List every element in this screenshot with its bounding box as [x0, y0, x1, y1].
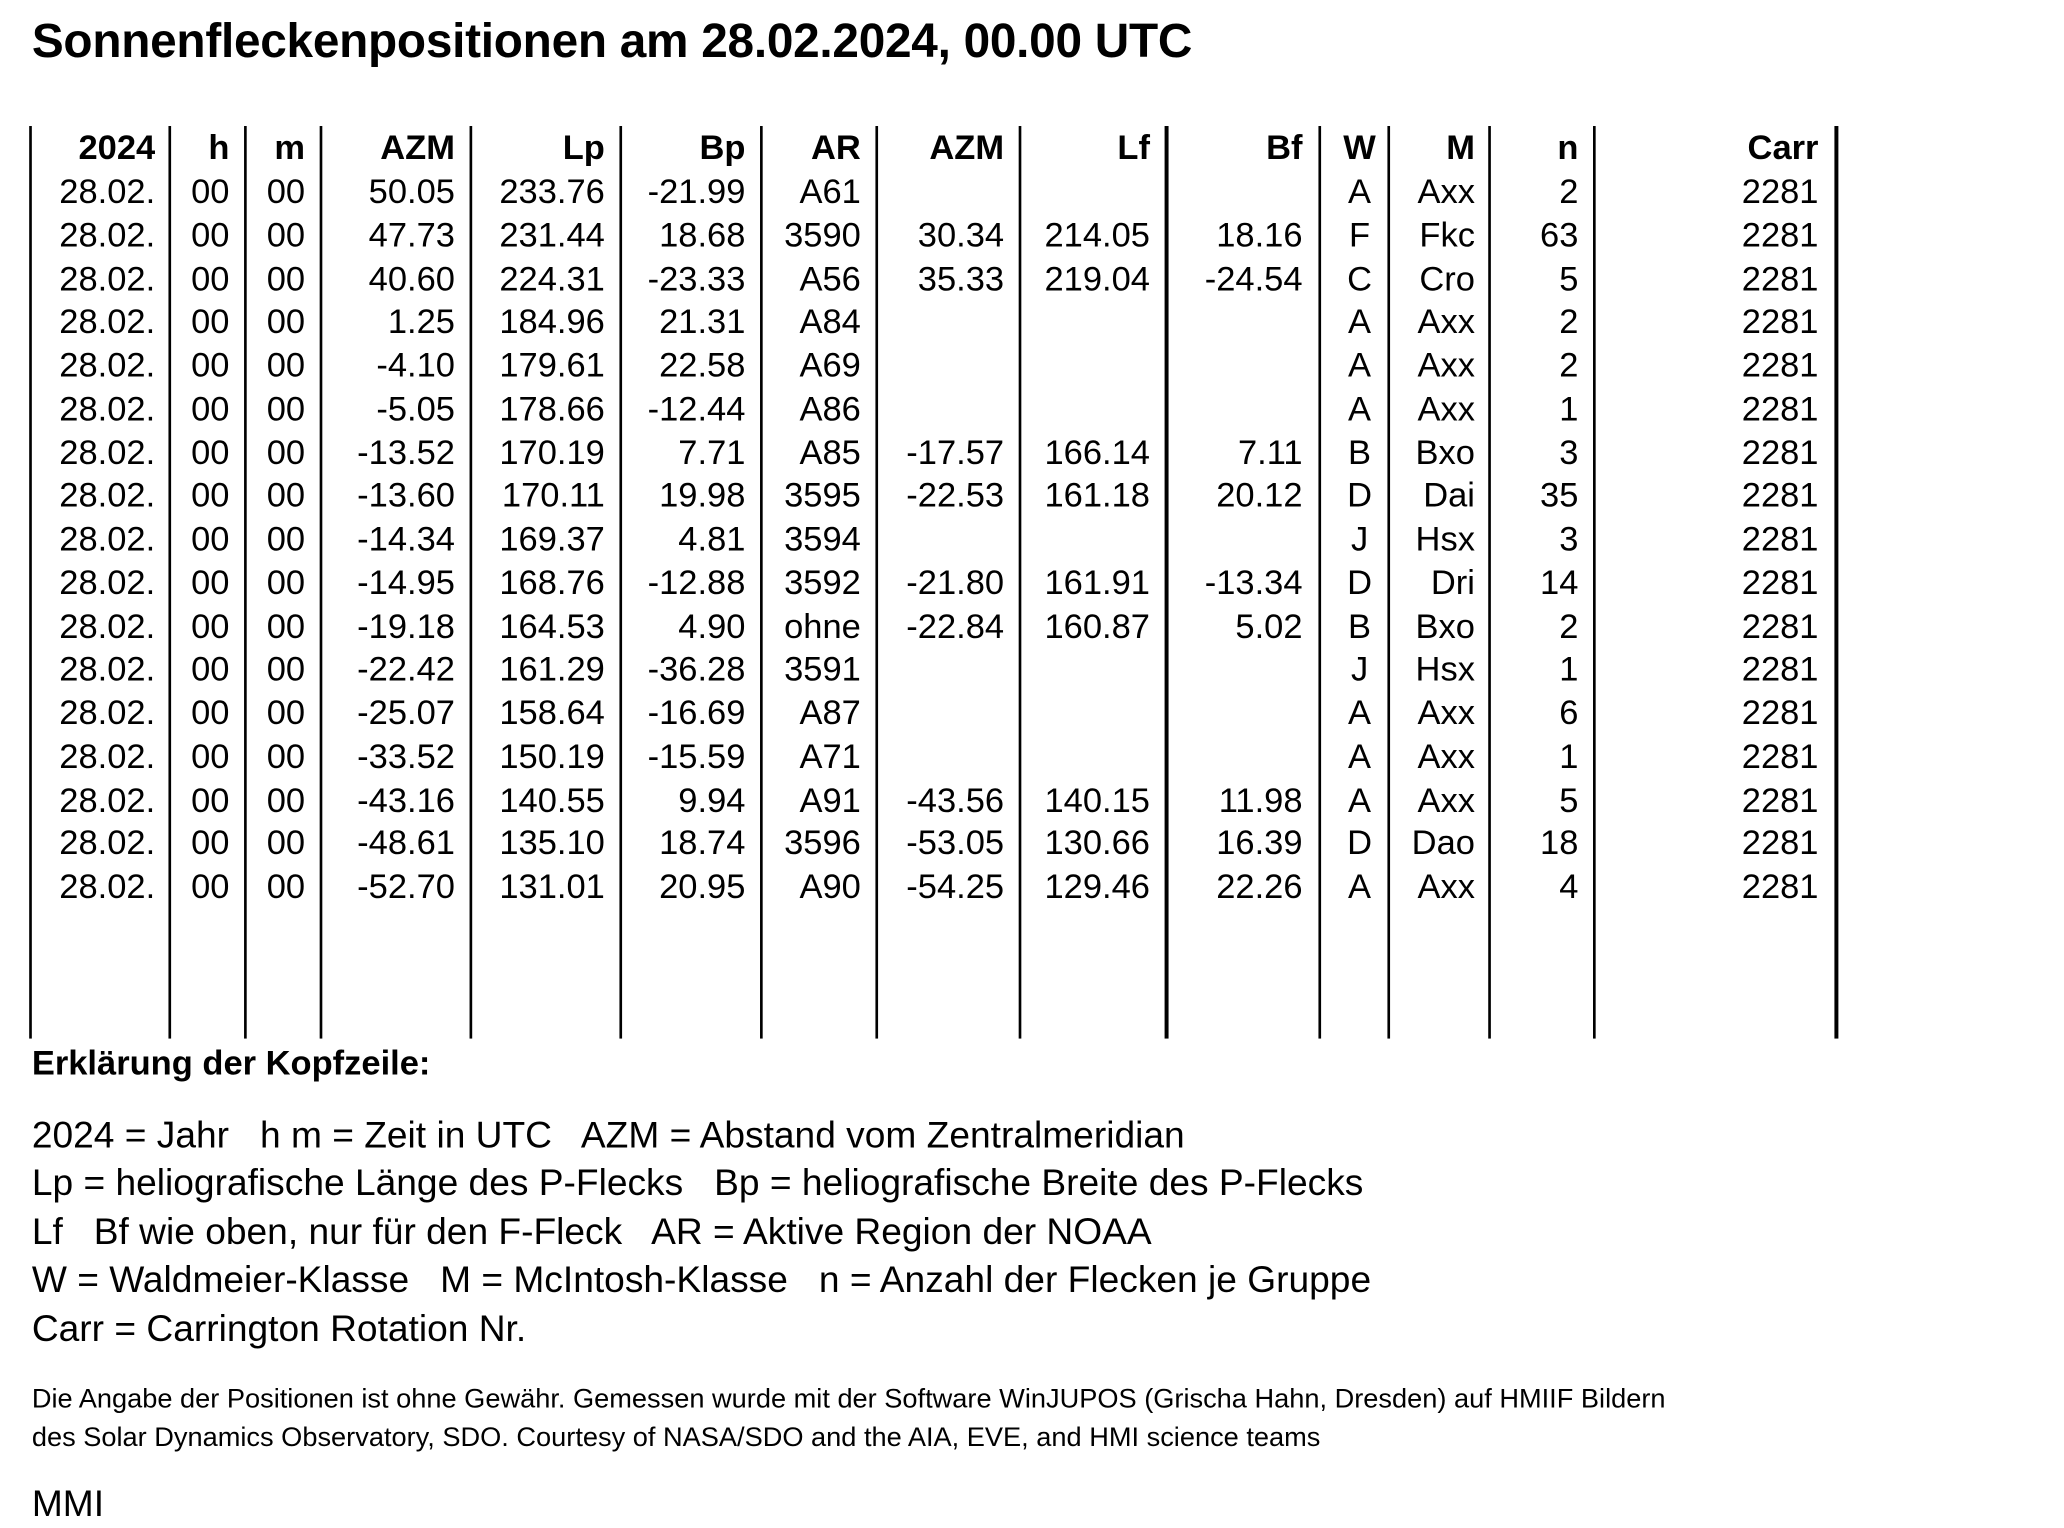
- cell-bp: -21.99: [647, 171, 746, 211]
- cell-hour: 00: [191, 779, 230, 820]
- cell-year: 28.02.: [59, 474, 156, 515]
- cell-ar: A85: [799, 432, 861, 473]
- explanation-line: 2024 = Jahr h m = Zeit in UTC AZM = Abstand vom Zentralmeridian: [31, 1114, 1185, 1156]
- cell-lp: 184.96: [499, 301, 605, 341]
- cell-minute: 00: [266, 779, 306, 820]
- cell-azm-f: 30.34: [917, 214, 1005, 255]
- cell-hour: 00: [191, 474, 230, 515]
- cell-year: 28.02.: [59, 432, 156, 473]
- cell-minute: 00: [266, 432, 306, 473]
- cell-ar: ohne: [784, 606, 861, 646]
- cell-azm-p: -19.18: [357, 606, 455, 646]
- cell-lf: 219.04: [1044, 258, 1150, 299]
- cell-waldmeier: B: [1348, 432, 1372, 473]
- cell-count: 2: [1559, 606, 1579, 646]
- cell-azm-p: -43.16: [357, 779, 455, 820]
- cell-count: 4: [1559, 866, 1579, 906]
- cell-minute: 00: [266, 562, 306, 603]
- table-row: [0, 431, 1857, 475]
- cell-bf: -13.34: [1204, 562, 1303, 603]
- cell-minute: 00: [266, 171, 306, 211]
- cell-waldmeier: A: [1348, 301, 1372, 341]
- cell-carrington: 2281: [1741, 432, 1819, 473]
- cell-bp: 22.58: [659, 344, 746, 385]
- cell-year: 28.02.: [59, 866, 156, 906]
- cell-bp: 18.68: [659, 214, 746, 255]
- cell-mcintosh: Dri: [1430, 562, 1475, 603]
- cell-ar: A71: [799, 736, 861, 776]
- cell-minute: 00: [266, 258, 306, 299]
- cell-count: 3: [1559, 432, 1579, 473]
- cell-lp: 161.29: [499, 648, 605, 689]
- cell-azm-p: -14.95: [357, 562, 455, 603]
- cell-lp: 178.66: [499, 388, 605, 429]
- explanation-line: Lp = heliografische Länge des P-Flecks Bp = heliografische Breite des P-Flecks: [31, 1161, 1364, 1204]
- cell-waldmeier: B: [1348, 606, 1372, 646]
- cell-azm-f: -22.53: [906, 474, 1005, 515]
- cell-mcintosh: Bxo: [1415, 606, 1475, 646]
- cell-lp: 231.44: [499, 214, 605, 255]
- cell-lf: 161.18: [1044, 474, 1150, 515]
- table-row: [0, 691, 1857, 735]
- cell-count: 1: [1559, 648, 1579, 689]
- cell-lf: 130.66: [1044, 822, 1150, 863]
- cell-bf: 20.12: [1216, 474, 1303, 515]
- cell-azm-p: 1.25: [387, 301, 455, 341]
- header-carrington: Carr: [1747, 127, 1819, 168]
- cell-lp: 164.53: [499, 606, 605, 646]
- cell-ar: 3596: [784, 822, 861, 863]
- cell-mcintosh: Dai: [1423, 474, 1475, 515]
- cell-waldmeier: A: [1348, 779, 1372, 820]
- cell-minute: 00: [266, 344, 306, 385]
- header-mcintosh: M: [1446, 127, 1475, 168]
- cell-minute: 00: [266, 692, 306, 733]
- cell-lf: 214.05: [1044, 214, 1150, 255]
- cell-minute: 00: [266, 518, 306, 559]
- cell-bp: 9.94: [678, 779, 746, 820]
- cell-azm-p: -25.07: [357, 692, 455, 733]
- cell-waldmeier: D: [1347, 822, 1373, 863]
- cell-lp: 158.64: [499, 692, 605, 733]
- table-row: [0, 605, 1857, 649]
- cell-hour: 00: [191, 562, 230, 603]
- cell-year: 28.02.: [59, 258, 156, 299]
- table-row: [0, 170, 1857, 214]
- cell-azm-p: -13.60: [357, 474, 455, 515]
- table-header: [0, 126, 1857, 170]
- cell-mcintosh: Axx: [1417, 171, 1475, 211]
- table-row: [0, 561, 1857, 605]
- cell-hour: 00: [191, 301, 230, 341]
- cell-azm-f: -53.05: [906, 822, 1005, 863]
- cell-count: 2: [1559, 344, 1579, 385]
- cell-lf: 166.14: [1044, 432, 1150, 473]
- cell-azm-p: 50.05: [368, 171, 455, 211]
- cell-carrington: 2281: [1741, 518, 1819, 559]
- cell-azm-p: -4.10: [376, 344, 455, 385]
- cell-carrington: 2281: [1741, 474, 1819, 515]
- cell-year: 28.02.: [59, 388, 156, 429]
- cell-ar: A69: [799, 344, 861, 385]
- cell-count: 18: [1540, 822, 1579, 863]
- cell-year: 28.02.: [59, 779, 156, 820]
- cell-carrington: 2281: [1741, 258, 1819, 299]
- cell-minute: 00: [266, 388, 306, 429]
- cell-carrington: 2281: [1741, 214, 1819, 255]
- cell-carrington: 2281: [1741, 736, 1819, 776]
- cell-bp: 7.71: [678, 432, 746, 473]
- cell-lp: 169.37: [499, 518, 605, 559]
- cell-hour: 00: [191, 518, 230, 559]
- cell-waldmeier: J: [1350, 518, 1369, 559]
- cell-ar: 3592: [784, 562, 861, 603]
- cell-carrington: 2281: [1741, 562, 1819, 603]
- header-azm-f: AZM: [929, 127, 1005, 168]
- cell-carrington: 2281: [1741, 822, 1819, 863]
- cell-bp: -16.69: [647, 692, 746, 733]
- explanation-heading: Erklärung der Kopfzeile:: [31, 1042, 431, 1083]
- explanation-line: W = Waldmeier-Klasse M = McIntosh-Klasse n = Anzahl der Flecken je Gruppe: [31, 1258, 1372, 1300]
- explanation-line: Lf Bf wie oben, nur für den F-Fleck AR = Aktive Region der NOAA: [31, 1211, 1152, 1253]
- cell-lp: 150.19: [499, 736, 605, 776]
- cell-count: 2: [1559, 171, 1579, 211]
- cell-hour: 00: [191, 822, 230, 863]
- header-waldmeier: W: [1343, 127, 1376, 168]
- cell-ar: 3590: [784, 214, 861, 255]
- disclaimer-line: Die Angabe der Positionen ist ohne Gewähr. Gemessen wurde mit der Software WinJUPOS (Grischa Hahn, Dresden) auf HMIIF Bildern: [31, 1383, 1666, 1414]
- cell-mcintosh: Axx: [1417, 301, 1475, 341]
- header-year: 2024: [78, 127, 156, 168]
- cell-mcintosh: Cro: [1419, 258, 1475, 299]
- cell-azm-f: -21.80: [906, 562, 1005, 603]
- cell-bf: 11.98: [1218, 779, 1303, 820]
- cell-carrington: 2281: [1741, 779, 1819, 820]
- cell-year: 28.02.: [59, 344, 156, 385]
- cell-azm-f: -17.57: [906, 432, 1005, 473]
- header-ar: AR: [811, 127, 861, 168]
- cell-waldmeier: A: [1348, 866, 1372, 906]
- cell-ar: 3591: [784, 648, 861, 689]
- cell-lp: 140.55: [499, 779, 605, 820]
- cell-bf: -24.54: [1204, 258, 1303, 299]
- cell-azm-f: -54.25: [906, 866, 1005, 906]
- cell-year: 28.02.: [59, 171, 156, 211]
- cell-bp: -12.44: [647, 388, 746, 429]
- header-bp: Bp: [699, 127, 746, 168]
- cell-count: 1: [1559, 736, 1579, 776]
- cell-mcintosh: Bxo: [1415, 432, 1475, 473]
- table-row: [0, 865, 1857, 909]
- cell-waldmeier: A: [1348, 692, 1372, 733]
- cell-lf: 161.91: [1044, 562, 1150, 603]
- cell-mcintosh: Hsx: [1415, 518, 1475, 559]
- cell-azm-f: -43.56: [906, 779, 1005, 820]
- explanation-line: Carr = Carrington Rotation Nr.: [31, 1307, 527, 1349]
- cell-bf: 18.16: [1216, 214, 1303, 255]
- cell-lp: 233.76: [499, 171, 605, 211]
- cell-year: 28.02.: [59, 214, 156, 255]
- cell-azm-p: -33.52: [357, 736, 455, 776]
- cell-mcintosh: Axx: [1417, 736, 1475, 776]
- header-azm-p: AZM: [380, 127, 455, 168]
- header-lp: Lp: [562, 127, 605, 168]
- cell-count: 2: [1559, 301, 1579, 341]
- cell-count: 6: [1559, 692, 1579, 733]
- cell-carrington: 2281: [1741, 344, 1819, 385]
- cell-minute: 00: [266, 736, 306, 776]
- cell-hour: 00: [191, 866, 230, 906]
- cell-mcintosh: Axx: [1417, 779, 1475, 820]
- cell-lp: 179.61: [499, 344, 605, 385]
- cell-bp: 20.95: [659, 866, 746, 906]
- cell-mcintosh: Axx: [1417, 692, 1475, 733]
- cell-lp: 168.76: [499, 562, 605, 603]
- cell-minute: 00: [266, 301, 306, 341]
- cell-waldmeier: D: [1347, 562, 1373, 603]
- cell-count: 5: [1559, 258, 1579, 299]
- cell-hour: 00: [191, 736, 230, 776]
- cell-bp: 21.31: [659, 301, 746, 341]
- cell-azm-p: -5.05: [376, 388, 455, 429]
- cell-ar: A56: [799, 258, 861, 299]
- header-minute: m: [274, 127, 306, 168]
- table-row: [0, 214, 1857, 258]
- cell-lp: 135.10: [499, 822, 605, 863]
- cell-carrington: 2281: [1741, 606, 1819, 646]
- cell-azm-f: -22.84: [906, 606, 1005, 646]
- table-row: [0, 779, 1857, 823]
- cell-lp: 224.31: [499, 258, 605, 299]
- cell-year: 28.02.: [59, 518, 156, 559]
- table-row: [0, 257, 1857, 301]
- cell-year: 28.02.: [59, 736, 156, 776]
- cell-hour: 00: [191, 344, 230, 385]
- header-lf: Lf: [1117, 127, 1150, 168]
- cell-ar: A87: [799, 692, 861, 733]
- cell-count: 3: [1559, 518, 1579, 559]
- cell-waldmeier: J: [1350, 648, 1369, 689]
- cell-azm-p: 47.73: [368, 214, 455, 255]
- cell-bf: 16.39: [1216, 822, 1303, 863]
- page-title: Sonnenfleckenpositionen am 28.02.2024, 00.00 UTC: [31, 13, 1193, 68]
- cell-bp: 18.74: [659, 822, 746, 863]
- cell-mcintosh: Hsx: [1415, 648, 1475, 689]
- cell-bf: 22.26: [1216, 866, 1303, 906]
- cell-bp: -12.88: [647, 562, 746, 603]
- cell-azm-p: -13.52: [357, 432, 455, 473]
- cell-count: 14: [1540, 562, 1579, 603]
- table-row: [0, 344, 1857, 388]
- cell-hour: 00: [191, 388, 230, 429]
- cell-lp: 131.01: [499, 866, 605, 906]
- table-row: [0, 821, 1857, 865]
- cell-bf: 7.11: [1237, 432, 1303, 473]
- cell-count: 63: [1540, 214, 1579, 255]
- cell-bp: 19.98: [659, 474, 746, 515]
- cell-hour: 00: [191, 692, 230, 733]
- cell-ar: A61: [799, 171, 861, 211]
- cell-ar: A90: [799, 866, 861, 906]
- table-row: [0, 474, 1857, 518]
- signature: MMI: [31, 1482, 105, 1525]
- cell-hour: 00: [191, 171, 230, 211]
- cell-count: 1: [1559, 388, 1579, 429]
- cell-carrington: 2281: [1741, 866, 1819, 906]
- cell-year: 28.02.: [59, 648, 156, 689]
- cell-hour: 00: [191, 432, 230, 473]
- cell-bp: -23.33: [647, 258, 746, 299]
- table-row: [0, 735, 1857, 779]
- cell-azm-p: 40.60: [368, 258, 455, 299]
- table-row: [0, 387, 1857, 431]
- cell-azm-p: -48.61: [357, 822, 455, 863]
- cell-lf: 160.87: [1044, 606, 1150, 646]
- cell-minute: 00: [266, 606, 306, 646]
- cell-waldmeier: A: [1348, 388, 1372, 429]
- cell-year: 28.02.: [59, 692, 156, 733]
- cell-carrington: 2281: [1741, 692, 1819, 733]
- cell-waldmeier: A: [1348, 171, 1372, 211]
- cell-azm-p: -22.42: [357, 648, 455, 689]
- cell-minute: 00: [266, 866, 306, 906]
- cell-minute: 00: [266, 214, 306, 255]
- table-row: [0, 647, 1857, 691]
- cell-ar: A86: [799, 388, 861, 429]
- cell-ar: A91: [799, 779, 861, 820]
- cell-year: 28.02.: [59, 301, 156, 341]
- cell-ar: 3595: [784, 474, 861, 515]
- cell-azm-p: -52.70: [357, 866, 455, 906]
- cell-minute: 00: [266, 648, 306, 689]
- cell-azm-f: 35.33: [917, 258, 1005, 299]
- cell-carrington: 2281: [1741, 301, 1819, 341]
- cell-hour: 00: [191, 214, 230, 255]
- cell-azm-p: -14.34: [357, 518, 455, 559]
- cell-ar: 3594: [784, 518, 861, 559]
- cell-minute: 00: [266, 474, 306, 515]
- cell-hour: 00: [191, 648, 230, 689]
- cell-lf: 129.46: [1044, 866, 1150, 906]
- cell-lp: 170.11: [501, 474, 605, 515]
- cell-bp: -36.28: [647, 648, 746, 689]
- cell-waldmeier: C: [1347, 258, 1373, 299]
- cell-hour: 00: [191, 258, 230, 299]
- header-bf: Bf: [1266, 127, 1303, 168]
- cell-year: 28.02.: [59, 562, 156, 603]
- cell-mcintosh: Axx: [1417, 388, 1475, 429]
- cell-carrington: 2281: [1741, 648, 1819, 689]
- cell-waldmeier: A: [1348, 736, 1372, 776]
- cell-lf: 140.15: [1044, 779, 1150, 820]
- cell-bp: 4.90: [678, 606, 746, 646]
- cell-mcintosh: Fkc: [1419, 214, 1475, 255]
- cell-bp: -15.59: [647, 736, 746, 776]
- disclaimer-line: des Solar Dynamics Observatory, SDO. Courtesy of NASA/SDO and the AIA, EVE, and HMI science teams: [31, 1421, 1321, 1453]
- cell-lp: 170.19: [499, 432, 605, 473]
- cell-minute: 00: [266, 822, 306, 863]
- cell-bp: 4.81: [678, 518, 746, 559]
- table-row: [0, 517, 1857, 561]
- cell-waldmeier: F: [1349, 214, 1371, 255]
- cell-year: 28.02.: [59, 606, 156, 646]
- cell-waldmeier: D: [1347, 474, 1373, 515]
- cell-waldmeier: A: [1348, 344, 1372, 385]
- cell-count: 5: [1559, 779, 1579, 820]
- cell-year: 28.02.: [59, 822, 156, 863]
- cell-mcintosh: Axx: [1417, 344, 1475, 385]
- cell-bf: 5.02: [1235, 606, 1303, 646]
- header-count: n: [1557, 127, 1579, 168]
- cell-count: 35: [1540, 474, 1579, 515]
- cell-ar: A84: [799, 301, 861, 341]
- table-row: [0, 300, 1857, 344]
- cell-mcintosh: Dao: [1411, 822, 1475, 863]
- cell-mcintosh: Axx: [1417, 866, 1475, 906]
- cell-hour: 00: [191, 606, 230, 646]
- cell-carrington: 2281: [1741, 171, 1819, 211]
- header-hour: h: [208, 127, 230, 168]
- cell-carrington: 2281: [1741, 388, 1819, 429]
